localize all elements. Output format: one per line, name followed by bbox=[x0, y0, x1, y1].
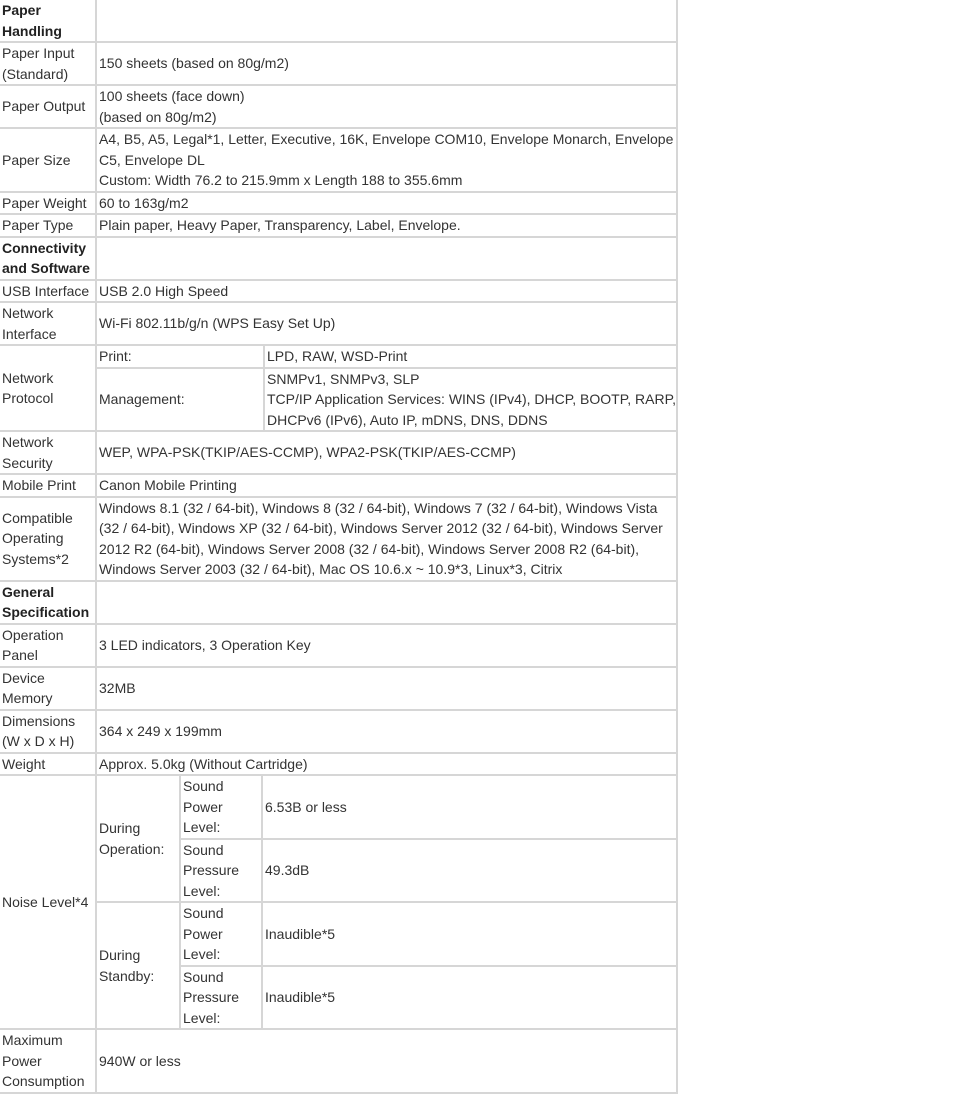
table-row bbox=[0, 0, 676, 41]
row-label-network-interface: Network Interface bbox=[0, 303, 95, 344]
row-label-network-security: Network Security bbox=[0, 432, 95, 473]
row-value-os: Windows 8.1 (32 / 64-bit), Windows 8 (32 / 64-bit), Windows 7 (32 / 64-bit), Windows Vista (32 / 64-bit), Windows XP (32 / 64-bit), Windows Server 2012 (32 / 64-bit), Windows Server 2012 R2 (64-bit), Windows Server 2008 (32 / 64-bit), Windows Server 2008 R2 (64-bit), Windows Server 2003 (32 / 64-bit), Mac OS 10.6.x ~ 10.9*3, Linux*3, Citrix bbox=[97, 498, 676, 580]
value-line: TCP/IP Application Services: WINS (IPv4), DHCP, BOOTP, RARP, DHCPv6 (IPv6), Auto IP, mDNS, DNS, DDNS bbox=[267, 391, 676, 428]
row-value-noise bbox=[97, 776, 676, 1028]
row-label-max-power: Maximum Power Consumption bbox=[0, 1030, 95, 1092]
table-row bbox=[0, 238, 676, 279]
row-label-os: Compatible Operating Systems*2 bbox=[0, 498, 95, 580]
protocol-print-value: LPD, RAW, WSD-Print bbox=[265, 346, 676, 369]
table-row bbox=[0, 1030, 676, 1092]
row-value-network-interface: Wi-Fi 802.11b/g/n (WPS Easy Set Up) bbox=[97, 303, 676, 344]
noise-op-power-label: Sound Power Level: bbox=[181, 776, 263, 840]
section-heading-general: General Specification bbox=[0, 582, 95, 623]
value-line: Custom: Width 76.2 to 215.9mm x Length 188 to 355.6mm bbox=[99, 172, 463, 188]
table-row bbox=[0, 193, 676, 214]
protocol-management-value bbox=[265, 369, 676, 431]
row-value-paper-size bbox=[97, 129, 676, 191]
value-line: A4, B5, A5, Legal*1, Letter, Executive, 16K, Envelope COM10, Envelope Monarch, Envelope C5, Envelope DL bbox=[99, 131, 674, 168]
value-line: SNMPv1, SNMPv3, SLP bbox=[267, 370, 420, 387]
table-row bbox=[0, 129, 676, 191]
noise-sb-power-value: Inaudible*5 bbox=[263, 903, 676, 967]
table-row bbox=[0, 668, 676, 709]
table-row bbox=[0, 215, 676, 236]
row-value-dimensions: 364 x 249 x 199mm bbox=[97, 711, 676, 752]
noise-sb-power-label: Sound Power Level: bbox=[181, 903, 263, 967]
table-row bbox=[0, 346, 676, 430]
noise-sb-pressure-value: Inaudible*5 bbox=[263, 967, 676, 1029]
table-row bbox=[0, 498, 676, 580]
value-line: (based on 80g/m2) bbox=[99, 108, 217, 125]
noise-operation-values bbox=[181, 776, 676, 903]
row-label-usb: USB Interface bbox=[0, 281, 95, 302]
row-label-paper-type: Paper Type bbox=[0, 215, 95, 236]
row-label-paper-weight: Paper Weight bbox=[0, 193, 95, 214]
table-row bbox=[0, 625, 676, 666]
row-value-usb: USB 2.0 High Speed bbox=[97, 281, 676, 302]
row-label-paper-output: Paper Output bbox=[0, 86, 95, 127]
noise-op-power-value: 6.53B or less bbox=[263, 776, 676, 840]
noise-standby-label: During Standby: bbox=[97, 903, 181, 1028]
value-line: 100 sheets (face down) bbox=[99, 88, 245, 104]
row-label-paper-input: Paper Input (Standard) bbox=[0, 43, 95, 84]
table-row bbox=[0, 754, 676, 775]
protocol-print-label: Print: bbox=[97, 346, 265, 369]
protocol-management-label: Management: bbox=[97, 369, 265, 431]
section-heading-connectivity: Connectivity and Software bbox=[0, 238, 95, 279]
noise-operation-label: During Operation: bbox=[97, 776, 181, 903]
noise-operation-subtable bbox=[181, 776, 676, 901]
table-row bbox=[0, 432, 676, 473]
table-row bbox=[0, 281, 676, 302]
row-label-operation-panel: Operation Panel bbox=[0, 625, 95, 666]
row-value-paper-output bbox=[97, 86, 676, 127]
noise-standby-values bbox=[181, 903, 676, 1028]
section-heading-paper-handling: Paper Handling bbox=[0, 0, 95, 41]
row-label-network-protocol: Network Protocol bbox=[0, 346, 95, 430]
row-value-paper-input: 150 sheets (based on 80g/m2) bbox=[97, 43, 676, 84]
table-row bbox=[0, 303, 676, 344]
noise-standby-subtable bbox=[181, 903, 676, 1028]
row-label-paper-size: Paper Size bbox=[0, 129, 95, 191]
table-row bbox=[0, 776, 676, 1028]
noise-op-pressure-label: Sound Pressure Level: bbox=[181, 840, 263, 902]
row-value-operation-panel: 3 LED indicators, 3 Operation Key bbox=[97, 625, 676, 666]
noise-sb-pressure-label: Sound Pressure Level: bbox=[181, 967, 263, 1029]
row-value-max-power: 940W or less bbox=[97, 1030, 676, 1092]
table-row bbox=[0, 711, 676, 752]
empty-cell bbox=[97, 238, 676, 279]
table-row bbox=[0, 582, 676, 623]
table-row bbox=[0, 475, 676, 496]
table-row bbox=[0, 86, 676, 127]
row-label-dimensions: Dimensions (W x D x H) bbox=[0, 711, 95, 752]
noise-op-pressure-value: 49.3dB bbox=[263, 840, 676, 902]
row-value-device-memory: 32MB bbox=[97, 668, 676, 709]
row-value-network-security: WEP, WPA-PSK(TKIP/AES-CCMP), WPA2-PSK(TKIP/AES-CCMP) bbox=[97, 432, 676, 473]
row-value-paper-type: Plain paper, Heavy Paper, Transparency, Label, Envelope. bbox=[97, 215, 676, 236]
table-row bbox=[0, 43, 676, 84]
row-value-weight: Approx. 5.0kg (Without Cartridge) bbox=[97, 754, 676, 775]
row-value-mobile-print: Canon Mobile Printing bbox=[97, 475, 676, 496]
noise-subtable bbox=[97, 776, 676, 1028]
row-label-weight: Weight bbox=[0, 754, 95, 775]
row-value-network-protocol bbox=[97, 346, 676, 430]
empty-cell bbox=[97, 582, 676, 623]
row-label-mobile-print: Mobile Print bbox=[0, 475, 95, 496]
network-protocol-subtable bbox=[97, 346, 676, 430]
row-label-device-memory: Device Memory bbox=[0, 668, 95, 709]
empty-cell bbox=[97, 0, 676, 41]
row-label-noise: Noise Level*4 bbox=[0, 776, 95, 1028]
row-value-paper-weight: 60 to 163g/m2 bbox=[97, 193, 676, 214]
